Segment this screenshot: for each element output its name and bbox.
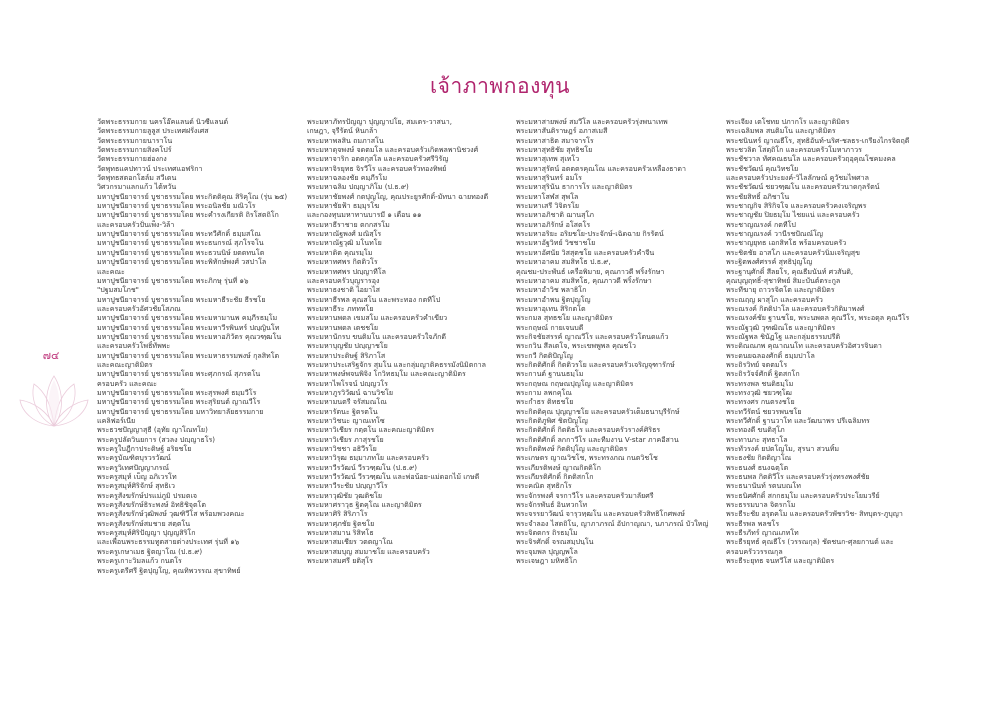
donor-entry: พระทัวรงค์ ยปตโญโม, สุรนา สวนทิ้ม	[726, 444, 840, 454]
donor-entry: พระทรงวุฒิ ชยวฑฺโฒ	[726, 387, 792, 397]
donor-entry: พระมหาวุฒิชัย วุฒติชโย	[307, 490, 383, 500]
donor-entry: พระทรงพล ชนดิธมฺโม	[726, 378, 794, 388]
donor-entry: พระมหาสมเชียร วตตญาโณ	[307, 537, 393, 547]
donor-entry: พระเจษฎา มหิทธิโก	[516, 556, 578, 566]
donor-entry: พระกำธร ติทธชโย	[516, 397, 574, 407]
donor-entry: พระมหาอุเทน สิริกตโต	[516, 303, 586, 313]
donor-entry: พระชาญชัย ปิยธมฺโม ไชยแน่ และครอบครัว	[726, 210, 860, 220]
donor-entry: พระชนินทร์ ญาณธีโร, สุทธิอันท์-นริศ-ชลธร-เกรียงไกรจิตฤดี	[726, 135, 910, 145]
donor-entry: พระดิณณภพ คุณาณนโท และครอบครัวอิศวรจินดา	[726, 341, 882, 351]
donor-entry: พระมหานักรบ ขนติมโน และครอบครัวใจภักดี	[307, 331, 447, 341]
donor-entry: พระครูสมุห์ เบ็ญ อภิเวรโท	[97, 472, 177, 482]
donor-entry: พระมหาณัฐวุฒิ มโนทโย	[307, 238, 382, 248]
donor-entry: พระมหาดิต คุณรมฺโม	[307, 247, 373, 257]
donor-entry: พระครูเกษาเมธ ฐิตญาโณ (ป.ธ.๙)	[97, 546, 203, 556]
donor-entry: พระกิจชัยสรรค์ ญาณวีโร และครอบครัวโตนดแก้ว	[516, 331, 669, 341]
donor-entry: พระกาม ลพกคุโณ	[516, 387, 572, 397]
donor-entry: พระกิตติพงษ์ กิตติปุโญ และญาติมิตร	[516, 444, 628, 454]
page-title: เจ้าภาพกองทุน	[429, 74, 571, 98]
donor-entry: พระทรงศร กนตรงชโย	[726, 397, 795, 407]
donor-entry: พระมหาสมาน ริสิทโธ	[307, 528, 374, 538]
donor-entry: พระธนานันท์ รตนบณโท	[726, 481, 801, 491]
donor-entry: พระมหาฉลองชัย คมฺภีรโม	[307, 173, 388, 183]
donor-entry: พระธรรมบาล จิตรกโม	[726, 500, 796, 510]
donor-entry: พระฐานุศักดิ์ สีลยโร, คุณธีมนันท์ ศวสันติ,	[726, 266, 854, 276]
donor-entry: พระมหาภัทรปัญญา ปุญญาปโย, สมเตร-วาสนา,	[307, 117, 452, 126]
donor-entry: พระมหารัตนะ ฐิตรตโน	[307, 406, 378, 416]
donor-entry: พระมหาโสฬส สุพโล	[516, 191, 579, 201]
donor-entry: พระมหาอัฐวิทย์ วิชชาชโย	[516, 238, 596, 248]
donor-entry: และครอบครัวบุญรารอุง	[307, 275, 380, 285]
donor-entry: พระธงชัย กิตติญาโณ	[726, 453, 792, 463]
donor-entry: พระกิตติศักดิ์ กิตติวรโย และครอบครัวเจริญจุฑารักษ์	[516, 359, 675, 369]
donor-entry: พระมหาสุรินัน ธาการโร และญาติมิตร	[516, 182, 633, 192]
lotus-ornament-icon	[18, 362, 90, 434]
donor-entry: พระมหาฉลิม ปญฺญาภิโม (ป.ธ.๙)	[307, 182, 409, 192]
donor-entry: และครอบครัวประยงค์-วิไลลักษณ์ คูวัชมไพศาล	[726, 173, 869, 183]
donor-entry: พระทวีรัตน์ ชยวรพนชโย	[726, 406, 802, 416]
donor-entry: พระมหาชัยพงศ์ กตปุญโญ, คุณประยูรศักดิ์-มัทนา ฉายทองดี	[307, 191, 489, 201]
donor-entry: พระมหาจิรยุทธ จิรวีโร และครอบครัวทองทิพย์	[307, 163, 447, 173]
donor-entry: พระณรงค์ชัย ฐานชโย, พระนพดล คุณวีโร, พระอดุล คุณวีโร	[726, 313, 910, 323]
donor-entry: พระมหาอาคม สมสิทโธ ป.ธ.๙,	[516, 257, 611, 267]
donor-entry: วัดพุทธแคปทาวน์ ประเทศแอฟริกา	[97, 163, 203, 173]
donor-entry: พระมหาวิชชา อธิวีรโย	[307, 444, 377, 454]
donor-entry: พระมหาศุภชัย ฐิตชโย	[307, 518, 375, 528]
name-column-1	[97, 117, 304, 575]
donor-entry: "ปฐมสมโภช"	[97, 285, 139, 295]
donor-entry: มหาปูชนียาจารย์ บูชาธรรมโดย พระอนิลชัย มณิวโร	[97, 201, 256, 211]
donor-entry: พระเจียง เตโชทย ปภากโร และญาติมิตร	[726, 117, 850, 126]
donor-entry: วัดพระธรรมกายสิงคโปร์	[97, 145, 172, 155]
donor-entry: พระครูบัณฑิตบุรวรวัฒน์	[97, 453, 171, 463]
name-column-4	[726, 117, 933, 566]
donor-entry: พระมหาภูรวิวัฒน์ ฉานวิชโย	[307, 387, 394, 397]
donor-entry: พระชัชวัฒน์ ชยวฑฺฒโน และครอบครัวนาดกุลรัตน์	[726, 182, 880, 192]
donor-entry: พระมหาสมศรี ยติสุโร	[307, 556, 373, 566]
donor-entry: พระมหาวิรุฒ ธมฺมาภทโย และครอบครัว	[307, 453, 429, 463]
donor-entry: พระมหาทศพร ปญฺญาทีโล	[307, 266, 386, 276]
donor-entry: พระธีรยุทธ์ คุณธีโร (วรรณกุล) ชัดชนก-ศุลยกานต์ และ	[726, 537, 894, 547]
donor-entry: พระจุมพล ปุญญพโล	[516, 546, 578, 556]
donor-entry: พระเฉลิมพล สนติมโน และญาติมิตร	[726, 126, 836, 136]
donor-entry: มหาปูชนียาจารย์ บูชาธรรมโดย พระศุภกรณ์ สุภรตโน	[97, 369, 261, 379]
donor-entry: พระมหาทศพร กิตติวโร	[307, 257, 378, 267]
donor-entry: มหาปูชนียาจารย์ บูชาธรรมโดย พระธวนนิษ์ ยตตทนโต	[97, 247, 265, 257]
donor-entry: และกองทุนมหาทานบารมี ๑ เดือน ๑๑	[307, 210, 422, 220]
donor-entry: คุณบุญฤทธิ์-สุชาทิพย์ สิมะบันต์ตระกูล	[726, 275, 841, 285]
donor-entry: และครอบครัวปั่นเพ็ง-วิล้า	[97, 219, 175, 229]
donor-entry: คุณชม-ประพันธ์ เครือพิมาย, คุณภาวดี พริ้งรักษา	[516, 266, 665, 276]
page-number: ๗๔	[42, 349, 60, 362]
donor-entry: มหาปูชนียาจารย์ บูชาธรรมโดย พระมหาอภิวัตร คุณวฑฺฒโน	[97, 331, 282, 341]
donor-entry: พระกิตติคุณ ปุญญาชโย และครอบครัวเต็มธนาบุรีรักษ์	[516, 406, 680, 416]
donor-entry: พระมหาบุญชัย ปญฺญาชโย	[307, 341, 388, 351]
donor-entry: พระมหาวิชนะ ญาณเทโซ	[307, 416, 385, 425]
donor-entry: พระกานต์ ฐานนธมฺโม	[516, 369, 584, 379]
donor-entry: วัดพระธรรมกายลูลูส ประเทศฝรั่งเศส	[97, 126, 209, 136]
donor-entry: พระมหาดุจพงษ์ จดตมโล และครอบครัวเกิดพลพานิชวงศ์	[307, 145, 479, 155]
donor-entry: พระณฤญ ผาสุโก และครอบครัว	[726, 294, 823, 304]
donor-entry: พระมหาสายพงษ์ สมวีโล และครอบครัวรุ่งพนาเทพ	[516, 117, 668, 126]
donor-entry: พระมหาอำวิช พลาธิโก	[516, 285, 587, 295]
donor-entry: พระมหาอภิรักษ์ อโสตโร	[516, 219, 591, 229]
donor-entry: พระมหาสาธิต สมาจารโร	[516, 135, 594, 145]
donor-entry: พระถิรวิทย์ จตตมโร	[726, 359, 788, 369]
donor-entry: พระธนิศศักดิ์ สกกธมฺโม และครอบครัวประโยมวรีย์	[726, 490, 880, 500]
donor-entry: ครอบครัววรรณกุล	[726, 546, 783, 556]
donor-entry: พระครูเกาะวิมลแก้ว กนตโร	[97, 556, 182, 566]
donor-entry: แคลิฟอร์เนีย	[97, 416, 136, 425]
donor-entry: พระจำลอง ไสตถิโน, ญาภาภรณ์ อัปกาญณา, นภาภรณ์ บัวใหญ่	[516, 518, 709, 528]
donor-entry: และคณะญาติมิตร	[97, 359, 153, 369]
donor-entry: พระมหาสุทธิชัย สุทธิชโย	[516, 145, 593, 155]
donor-entry: มหาปูชนียาจารย์ บูชาธรรมโดย พระสุรพงศ์ ธมฺมวีโร	[97, 387, 257, 397]
donor-entry: พระครูวิเทศปัญญาภรณ์	[97, 462, 170, 472]
donor-entry: และเพื่อนพระธรรมทูตสายต่างประเทศ รุ่นที่ ๑๖	[97, 537, 240, 547]
donor-entry: พระชัชวัฒน์ คุณวิทชโย	[726, 163, 799, 173]
donor-entry: พระกิตติภูพิศ ชิตปัญโญ	[516, 416, 588, 425]
donor-entry: พระมหาพงษ์พจนพิจิง โกวิทธมฺโม และคณะญาติมิตร	[307, 369, 466, 379]
donor-entry: พระถิรวัจจ์ศักดิ์ ฐิตสกโก	[726, 369, 800, 379]
donor-entry: พระมหาวิเชียร กตฺตโน และคณะญาติมิตร	[307, 425, 435, 435]
donor-entry: พระมหาเสรี วิจิตรโย	[516, 201, 579, 211]
donor-entry: พระมหานพดล เตชชโย	[307, 322, 378, 332]
donor-entry: พระกฤษณ์ กายเจนบดี	[516, 322, 584, 332]
donor-entry: พระครูปลัดวินยการ (สวลง ปญฺญาธโร)	[97, 434, 216, 444]
donor-entry: พระจักรพันธ์ อินทวกโท	[516, 500, 588, 510]
donor-entry: วัดพระธรรมกายฮ่องกง	[97, 154, 167, 164]
donor-entry: มหาปูชนียาจารย์ บูชาธรรมโดย พระพิทักษ์พงศ์ วสปาโล	[97, 257, 267, 267]
donor-entry: วัดพุทธสตอกโฮล์ม สวีเดน	[97, 173, 177, 183]
donor-entry: มหาปูชนียาจารย์ บูชาธรรมโดย พระคำรงเกียรติ ถิรโสตถิโก	[97, 210, 279, 220]
donor-entry: พระมหาอัศนัย วิสสุตชโย และครอบครัวคำจีน	[516, 247, 655, 257]
donor-entry: พระกฤษณ กฤษณปุญโญ และญาติมิตร	[516, 378, 634, 388]
donor-entry: พระทีฆายุ ถาวรจิตโต และญาติมิตร	[726, 285, 835, 295]
donor-entry: พระมหาสุรินทร์ อมโร	[516, 173, 582, 183]
donor-entry: พระธีระยุทธ จนทวีโส และญาติมิตร	[726, 556, 835, 566]
donor-entry: พระเกษตร ญาณวิชโช, พระทรงภณ กนตวิชโช	[516, 453, 658, 463]
donor-entry: พระธีรภัทร์ ญาณเภทโท	[726, 528, 799, 538]
donor-entry: พระชาญณรงค์ วานีรชปัณณ์โญ	[726, 229, 823, 239]
donor-entry: พระกิตติศักดิ์ กิตติธโร และครอบครัวรางค์ศิริธร	[516, 425, 661, 435]
donor-entry: พระกวิน สีลเตโจ, พระเขพพูพล คุณชโว	[516, 341, 636, 351]
donor-entry: และคณะ	[97, 266, 125, 276]
donor-entry: พระทองดี ขนติสุโภ	[726, 425, 785, 435]
donor-entry: พระดนยฉลองศักดิ์ ธมฺมปาโล	[726, 350, 815, 360]
donor-entry: วัดพระธรรมกาย นครโอ๊คแลนด์ นิวซีแลนด์	[97, 117, 229, 126]
donor-entry: มหาปูชนียาจารย์ บูชาธรรมโดย พระธนกรณ์ สุภโรจโน	[97, 238, 264, 248]
donor-entry: พระธวชปัญญาสุธี (อุทัย ญาโณทโย)	[97, 425, 208, 435]
donor-entry: พระเกียรติศักดิ์ กิตติสกโก	[516, 472, 594, 482]
donor-entry: มหาปูชนียาจารย์ บูชาธรรมโดย พระสุริยนต์ ญาณวีโร	[97, 397, 261, 407]
donor-entry: พระครูสังฆรักษ์วุฒิพงษ์ วุฒฑิวีโส พร้อมพวงคณะ	[97, 509, 245, 519]
donor-entry: และครอบครัวอัศวชัยโสภณ	[97, 303, 181, 313]
donor-entry: พระครูสังฆรักษ์ธิระพงษ์ อิทธิชิจุตโต	[97, 500, 206, 510]
donor-entry: พระมหาวิเชียร ภาสุรชโย	[307, 434, 384, 444]
donor-entry: พระมหานพดล เขมสโม และครอบครัวคำเขียว	[307, 313, 448, 323]
donor-entry: พระมหาอาคม สมสิทโธ, คุณภาวดี พริ้งรักษา	[516, 275, 652, 285]
donor-entry: พระชาญกิจ สิริกิจโจ และครอบครัวคงเจริญพร	[726, 201, 867, 211]
donor-entry: พระจักรพงศ์ จรกาวีโร และครอบครัวมาลัยศรี	[516, 490, 654, 500]
donor-entry: พระณัฐพล ชินัฏโฐ และกลุ่มธรรมปรีติ	[726, 331, 841, 341]
donor-entry: มหาปูชนียาจารย์ บูชาธรรมโดย พระทวีศักดิ์ ธมฺมสโณ	[97, 229, 261, 239]
donor-entry: พระเกียรติพงษ์ ญาณกิตติโก	[516, 462, 601, 472]
donor-entry: พระครูสังฆรักษ์ปรแม่ภูมิ ปรมตเจ	[97, 490, 198, 500]
donor-entry: พระฐิตพงศ์ศรรค์ สุทธิปุญโญ	[726, 257, 813, 267]
donor-entry: มหาปูชนียาจารย์ บูชาธรรมโดย พระภิกษุ รุ่นที่ ๑๖	[97, 275, 249, 285]
donor-entry: พระชิตชัย อาสโภ และครอบครัวนิ่มเจริญสุข	[726, 247, 860, 257]
donor-entry: พระธีรพล พลชโร	[726, 518, 780, 528]
donor-entry: พระชัชวาล ทัศคณธนโล และครอบครัวฤอุคุณโชคมงคล	[726, 154, 896, 164]
donor-entry: พระธนพล กิตติวีโร และครอบครัวรุ่งทรงพงศ์ชัย	[726, 472, 870, 482]
donor-entry: พระมหาสมบุญ สมมาชโย และครอบครัว	[307, 546, 430, 556]
name-column-3	[516, 117, 723, 566]
donor-entry: พระทานกะ สุทธาโล	[726, 434, 788, 444]
donor-entry: ครอบครัว และคณะ	[97, 378, 157, 388]
donor-entry: พระคณิต สุทธิกโร	[516, 481, 572, 491]
donor-entry: พระมหาสุเทพ สุเทโว	[516, 154, 580, 164]
donor-entry: พระมหาวีรวัฒน์ วีรวฑฺฒโน (ป.ธ.๙)	[307, 462, 417, 472]
donor-entry: พระธีระชัย อรุตคโม และครอบครัวพัชรวิช- สิทบุตร-ภูบุญา	[726, 509, 903, 519]
donor-entry: พระณรงค์ กิตติปาโล และครอบครัวกิติมาพงศ์	[726, 303, 865, 313]
donor-entry: พระมหาธงชาติ ไอยาไส	[307, 285, 380, 295]
donor-entry: พระมหาจาริก อตตกุสโล และครอบครัวศรีวิรัญ	[307, 154, 449, 164]
donor-entry: พระมหาธีรพล คุณสโน และพระทอง กตทีโป	[307, 294, 441, 304]
donor-entry: มหาปูชนียาจารย์ บูชาธรรมโดย พระมหาธีระชัย ธีรชโย	[97, 294, 266, 304]
donor-entry: พระมหาอริยะ อริยชโย-ประจักษ์-เฉิดฉาย กิรรัตน์	[516, 229, 664, 239]
donor-entry: พระมหาประเสริฐจักร สุมโน และกลุ่มญาติคธรรมังนิมิตกาล	[307, 359, 486, 369]
donor-entry: มหาปูชนียาจารย์ บูชาธรรมโดย พระมหาธรรมพงษ์ กุลสิทโต	[97, 350, 280, 360]
donor-entry: พระมหาวีรวัฒน์ วีรวฑฺฒโน และพ่อน้อย-แม่ดอกไม้ เกษดี	[307, 472, 480, 482]
donor-entry: พระจรรยาวัฒน์ จารุวทฺฒโน และครอบครัวสิทธิโกศพงษ์	[516, 509, 685, 519]
donor-entry: มหาปูชนียาจารย์ บูชาธรรมโดย พระกิตติคุณ สิริคุโณ (รุ่น ๒๕)	[97, 191, 288, 201]
donor-entry: พระชาญณรงค์ กตทีโป	[726, 219, 796, 229]
donor-entry: วัดพระธรรมกายนาราโน	[97, 135, 173, 145]
donor-entry: พระกมล สุทธชโย และญาติมิตร	[516, 313, 613, 323]
donor-entry: พระมหาชัยฟ้า ธมฺมุรโฆ	[307, 201, 380, 211]
donor-entry: พระมหาอภิชาติ ฌานสุโภ	[516, 210, 594, 220]
donor-entry: พระมหาพลสิน ถมภาสโน	[307, 135, 384, 145]
donor-entry: มหาปูชนียาจารย์ บูชาธรรมโดย มหาวิทยาลัยธรรมกาย	[97, 406, 264, 416]
donor-entry: พระกวี กิตติปัญโญ	[516, 350, 573, 360]
donor-entry: มหาปูชนียาจารย์ บูชาธรรมโดย พระมหาวีรพินทร์ ปญฺญินโท	[97, 322, 280, 332]
donor-entry: พระมหามนตรี จรัสมณโณ	[307, 397, 387, 407]
donor-entry: พระจิตตกร ถิรธมฺโม	[516, 528, 578, 538]
donor-entry: พระมหาสันติราษฎร์ อภาสเมสี	[516, 126, 608, 136]
donor-entry: พระครูสมุห์ศิริปัญญา ปุญญสิริโก	[97, 528, 196, 538]
donor-entry: พระมหาประดิษฐ์ สิริภาโส	[307, 350, 386, 360]
donor-entry: พระมหาณัฐพงศ์ มณิสฺโร	[307, 229, 382, 239]
donor-entry: พระมหาศิริ สิริภาโร	[307, 509, 368, 519]
donor-entry: พระครูสังฆรักษ์สมชาย สตฺตโน	[97, 518, 191, 528]
donor-entry: พระกิตติศักดิ์ ลกกาวีโร และทีมงาน V-star ภาคอีสาน	[516, 434, 679, 444]
donor-entry: พระมหาสุรัตน์ อตตตรคุณโณ และครอบครัวเหลืองธาดา	[516, 163, 687, 173]
donor-entry: พระครูสมุห์ศิริจักษ์ สุทธิเว	[97, 481, 175, 491]
donor-entry: พระมหาธีระ ภทททโย	[307, 303, 374, 313]
donor-entry: มหาปูชนียาจารย์ บูชาธรรมโดย พระมหามานพ คมฺภีรธมฺโม	[97, 313, 278, 323]
donor-entry: วิศวกรมาแลกแก้ว ไต้หวัน	[97, 182, 177, 192]
donor-entry: พระชาญยุทธ เอกสิทโธ พร้อมครอบครัว	[726, 238, 847, 248]
donor-entry: พระครูเตรีศรี ฐิตปุญโญ, คุณทิพวรรณ สุขาทิพย์	[97, 565, 241, 575]
donor-entry: พระทวีศักดิ์ ฐานวาโท และวัฒนาพร ปรีเฉลิมทร	[726, 416, 870, 425]
donor-entry: พระชวลิต โสตฺถิโก และครอบครัวโมหาภาวร	[726, 145, 862, 155]
donor-entry: พระมหาธีราชาย ตกกสรโม	[307, 219, 390, 229]
donor-entry: เกษฎา, จุรีรัตน์ หินกล้า	[307, 126, 378, 136]
donor-entry: พระมหาไพโรจน์ ปญฺญวโร	[307, 378, 388, 388]
donor-entry: พระจิรศักดิ์ จรณสมฺปนฺโน	[516, 537, 594, 547]
name-column-2	[307, 117, 514, 566]
donor-entry: พระมหาวีระชัย ปญฺญาวีโร	[307, 481, 388, 491]
donor-entry: พระมหาศราวุธ ฐิตคุโณ และญาติมิตร	[307, 500, 422, 510]
donor-entry: พระชัยสิทธิ์ อภิชาโน	[726, 191, 790, 201]
donor-entry: พระณัฐวุฒิ วุฑฒิณโธ และญาติมิตร	[726, 322, 836, 332]
donor-entry: พระมหาอำพน ฐิตปุญโญ	[516, 294, 591, 304]
donor-entry: พระครูใบฎีกาประดิษฐ์ อริยชโย	[97, 444, 192, 454]
donor-entry: พระธนงศ์ ธนงฉตฺโต	[726, 462, 789, 472]
donor-entry: และครอบครัวโพธิ์ทัพพะ	[97, 341, 171, 351]
